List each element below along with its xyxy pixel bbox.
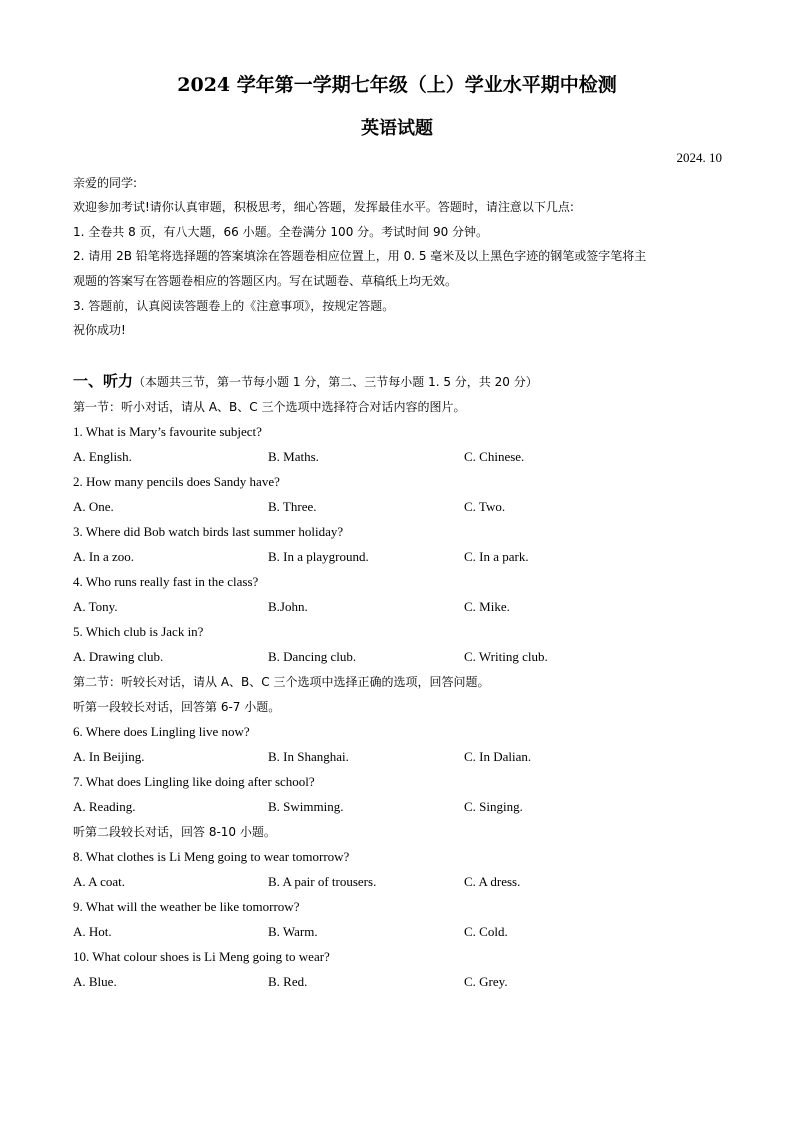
q3-option-b: B. In a playground. bbox=[268, 549, 369, 564]
section-1-header bbox=[73, 373, 733, 391]
question-8: 8. What clothes is Li Meng going to wear tomorrow? bbox=[73, 849, 350, 864]
q2-option-b: B. Three. bbox=[268, 499, 317, 514]
q3-option-a: A. In a zoo. bbox=[73, 549, 135, 564]
q6-option-c: C. In Dalian. bbox=[464, 749, 532, 764]
intro-note-3: 3. 答题前，认真阅读答题卷上的《注意事项》，按规定答题。 bbox=[73, 299, 395, 313]
question-1: 1. What is Mary’s favourite subject? bbox=[73, 424, 262, 439]
question-6: 6. Where does Lingling live now? bbox=[73, 724, 250, 739]
question-9: 9. What will the weather be like tomorrow? bbox=[73, 899, 300, 914]
part-1-instruction: 第一节：听小对话，请从 A、B、C 三个选项中选择符合对话内容的图片。 bbox=[73, 400, 466, 414]
q5-option-a: A. Drawing club. bbox=[73, 649, 164, 664]
q3-option-c: C. In a park. bbox=[464, 549, 529, 564]
exam-title: 2024 学年第一学期七年级（上）学业水平期中检测 bbox=[177, 74, 617, 96]
q6-option-a: A. In Beijing. bbox=[73, 749, 145, 764]
q1-option-c: C. Chinese. bbox=[464, 449, 525, 464]
q9-option-b: B. Warm. bbox=[268, 924, 318, 939]
question-2: 2. How many pencils does Sandy have? bbox=[73, 474, 280, 489]
q2-option-a: A. One. bbox=[73, 499, 114, 514]
intro-note-2a: 2. 请用 2B 铅笔将选择题的答案填涂在答题卷相应位置上，用 0. 5 毫米及以上黑色字迹的钢笔或签字笔将主 bbox=[73, 249, 647, 263]
q4-option-c: C. Mike. bbox=[464, 599, 510, 614]
q4-option-b: B.John. bbox=[268, 599, 308, 614]
intro-welcome: 欢迎参加考试!请你认真审题，积极思考，细心答题，发挥最佳水平。答题时，请注意以下几点: bbox=[73, 200, 574, 214]
section-1-note: （本题共三节，第一节每小题 1 分，第二、三节每小题 1. 5 分，共 20 分） bbox=[133, 375, 538, 389]
q10-option-a: A. Blue. bbox=[73, 974, 117, 989]
q10-option-b: B. Red. bbox=[268, 974, 308, 989]
dialog-1-instruction: 听第一段较长对话，回答第 6-7 小题。 bbox=[73, 700, 281, 714]
part-2-instruction: 第二节：听较长对话，请从 A、B、C 三个选项中选择正确的选项，回答问题。 bbox=[73, 675, 490, 689]
q7-option-c: C. Singing. bbox=[464, 799, 523, 814]
q8-option-c: C. A dress. bbox=[464, 874, 521, 889]
q7-option-a: A. Reading. bbox=[73, 799, 136, 814]
q7-option-b: B. Swimming. bbox=[268, 799, 344, 814]
exam-subtitle: 英语试题 bbox=[361, 118, 433, 139]
q5-option-b: B. Dancing club. bbox=[268, 649, 357, 664]
intro-note-1: 1. 全卷共 8 页，有八大题，66 小题。全卷满分 100 分。考试时间 90 分钟。 bbox=[73, 225, 489, 239]
q9-option-a: A. Hot. bbox=[73, 924, 112, 939]
q4-option-a: A. Tony. bbox=[73, 599, 118, 614]
intro-note-2b: 观题的答案写在答题卷相应的答题区内。写在试题卷、草稿纸上均无效。 bbox=[73, 274, 458, 288]
q1-option-a: A. English. bbox=[73, 449, 132, 464]
question-3: 3. Where did Bob watch birds last summer holiday? bbox=[73, 524, 344, 539]
dialog-2-instruction: 听第二段较长对话，回答 8-10 小题。 bbox=[73, 825, 276, 839]
q1-option-b: B. Maths. bbox=[268, 449, 319, 464]
question-10: 10. What colour shoes is Li Meng going to wear? bbox=[73, 949, 330, 964]
q5-option-c: C. Writing club. bbox=[464, 649, 548, 664]
intro-closing: 祝你成功! bbox=[73, 323, 126, 337]
q9-option-c: C. Cold. bbox=[464, 924, 508, 939]
exam-date: 2024. 10 bbox=[676, 150, 722, 165]
q6-option-b: B. In Shanghai. bbox=[268, 749, 349, 764]
q8-option-a: A. A coat. bbox=[73, 874, 125, 889]
question-5: 5. Which club is Jack in? bbox=[73, 624, 204, 639]
question-4: 4. Who runs really fast in the class? bbox=[73, 574, 259, 589]
q8-option-b: B. A pair of trousers. bbox=[268, 874, 377, 889]
intro-greeting: 亲爱的同学: bbox=[73, 176, 138, 190]
section-1-heading: 一、听力 bbox=[73, 372, 134, 390]
q2-option-c: C. Two. bbox=[464, 499, 506, 514]
question-7: 7. What does Lingling like doing after school? bbox=[73, 774, 315, 789]
q10-option-c: C. Grey. bbox=[464, 974, 508, 989]
